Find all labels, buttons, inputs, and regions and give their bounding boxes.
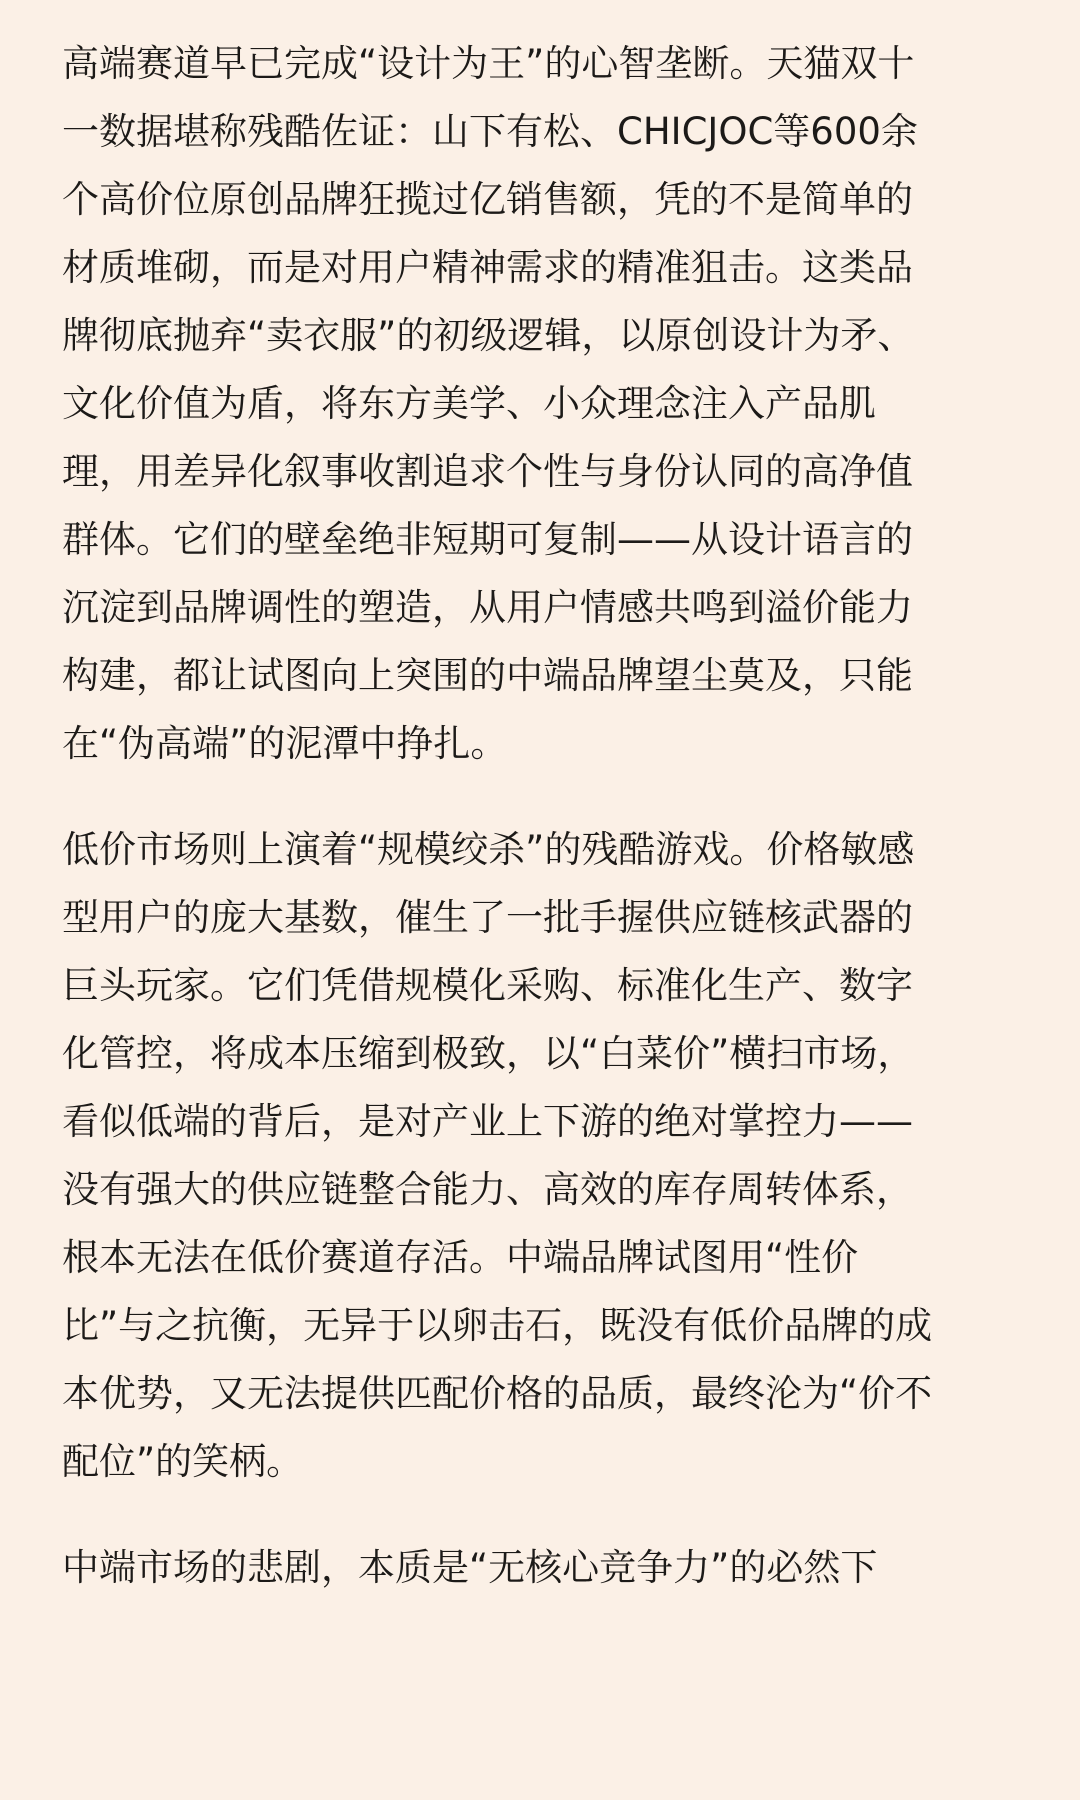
text-line: 文化价值为盾，将东方美学、小众理念注入产品肌 [62,382,876,425]
text-line: 看似低端的背后，是对产业上下游的绝对掌控力—— [62,1100,913,1143]
text-line: 没有强大的供应链整合能力、高效的库存周转体系， [62,1168,913,1211]
text-line: 本优势，又无法提供匹配价格的品质，最终沦为“价不 [62,1372,933,1415]
text-line: 化管控，将成本压缩到极致，以“白菜价”横扫市场， [62,1032,915,1075]
text-line: 中端市场的悲剧，本质是“无核心竞争力”的必然下 [62,1546,878,1589]
text-line: 理，用差异化叙事收割追求个性与身份认同的高净值 [62,450,913,493]
text-line: 群体。它们的壁垒绝非短期可复制——从设计语言的 [62,518,913,561]
paragraph-mid-market [62,1534,1018,1602]
text-line: 根本无法在低价赛道存活。中端品牌试图用“性价 [62,1236,859,1279]
text-line: 巨头玩家。它们凭借规模化采购、标准化生产、数字 [62,964,913,1007]
text-line: 配位”的笑柄。 [62,1440,304,1483]
text-line: 一数据堪称残酷佐证：山下有松、CHICJOC等600余 [62,110,918,153]
text-line: 高端赛道早已完成“设计为王”的心智垄断。天猫双十 [62,42,915,85]
text-line: 个高价位原创品牌狂揽过亿销售额，凭的不是简单的 [62,178,913,221]
text-line: 构建，都让试图向上突围的中端品牌望尘莫及，只能 [62,654,913,697]
paragraph-low-price [62,816,1018,1496]
text-line: 材质堆砌，而是对用户精神需求的精准狙击。这类品 [62,246,913,289]
paragraph-high-end [62,30,1018,778]
text-line: 比”与之抗衡，无异于以卵击石，既没有低价品牌的成 [62,1304,933,1347]
text-line: 型用户的庞大基数，催生了一批手握供应链核武器的 [62,896,913,939]
text-line: 沉淀到品牌调性的塑造，从用户情感共鸣到溢价能力 [62,586,913,629]
text-line: 低价市场则上演着“规模绞杀”的残酷游戏。价格敏感 [62,828,915,871]
text-line: 在“伪高端”的泥潭中挣扎。 [62,722,508,765]
text-line: 牌彻底抛弃“卖衣服”的初级逻辑，以原创设计为矛、 [62,314,915,357]
